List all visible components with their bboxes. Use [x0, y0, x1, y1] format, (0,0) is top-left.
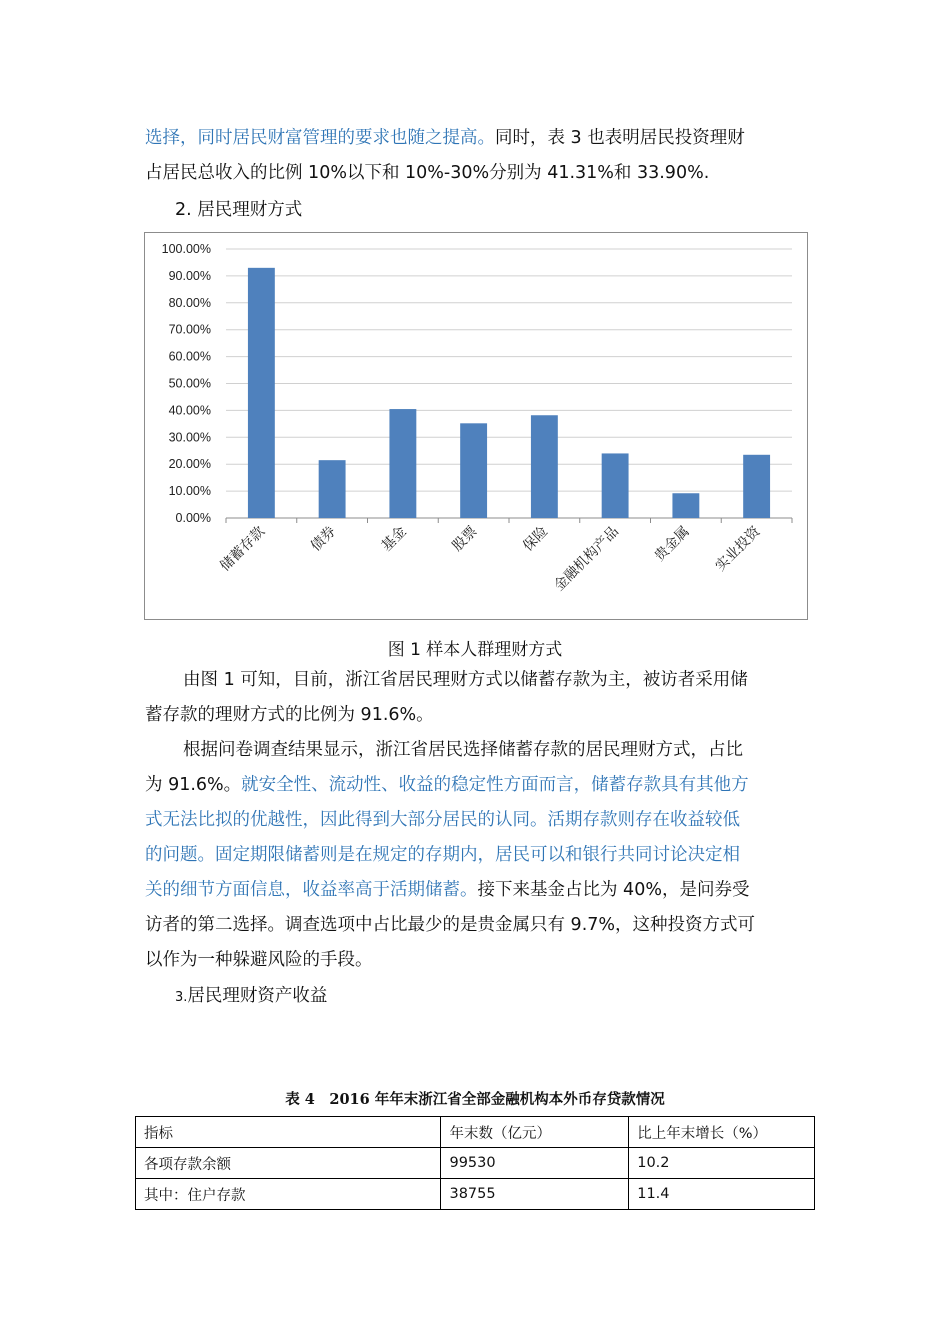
- x-category-label: 储蓄存款: [217, 523, 269, 575]
- y-tick-label: 0.00%: [175, 511, 211, 525]
- bar: [672, 493, 699, 518]
- section-2-heading: 2. 居民理财方式: [175, 200, 303, 220]
- paragraph-3-line-2: [145, 773, 749, 797]
- body-text: 接下来基金占比为 40%，是问券受: [477, 880, 750, 900]
- section-3-title: 居民理财资产收益: [187, 986, 328, 1006]
- y-tick-label: 100.00%: [161, 242, 211, 256]
- bar: [743, 455, 770, 518]
- paragraph-3-line-4: 的问题。固定期限储蓄则是在规定的存期内，居民可以和银行共同讨论决定相: [145, 845, 740, 865]
- table-cell: 11.4: [629, 1179, 815, 1210]
- highlighted-text: 就安全性、流动性、收益的稳定性方面而言，储蓄存款具有其他方: [241, 775, 749, 795]
- paragraph-1-line-2: 占居民总收入的比例 10%以下和 10%-30%分别为 41.31%和 33.90%.: [145, 163, 710, 183]
- x-category-label: 贵金属: [651, 523, 693, 565]
- table-row: [136, 1148, 815, 1179]
- table-header-row: [136, 1117, 815, 1148]
- section-3-number: 3.: [175, 990, 188, 1005]
- paragraph-3-line-5: [145, 878, 749, 902]
- x-category-label: 股票: [449, 523, 481, 555]
- y-tick-label: 30.00%: [168, 430, 211, 445]
- bar: [389, 409, 416, 518]
- paragraph-2-line-1: 由图 1 可知，目前，浙江省居民理财方式以储蓄存款为主，被访者采用储: [183, 670, 748, 690]
- highlighted-text: 关的细节方面信息，收益率高于活期储蓄。: [145, 880, 478, 900]
- y-tick-label: 40.00%: [168, 403, 211, 418]
- table-row: [136, 1179, 815, 1210]
- table-header-cell: 年末数（亿元）: [441, 1117, 629, 1148]
- paragraph-3-line-7: 以作为一种躲避风险的手段。: [145, 950, 373, 970]
- table-cell: 99530: [441, 1148, 629, 1179]
- x-category-label: 基金: [378, 523, 410, 555]
- y-tick-label: 10.00%: [168, 484, 211, 499]
- x-category-label: 债券: [307, 523, 339, 555]
- bar: [248, 268, 275, 518]
- paragraph-3-line-1: 根据问卷调查结果显示，浙江省居民选择储蓄存款的居民理财方式，占比: [183, 740, 743, 760]
- bar: [531, 415, 558, 518]
- body-text: 为 91.6%。: [145, 775, 242, 795]
- table-header-cell: 比上年末增长（%）: [629, 1117, 815, 1148]
- data-table: [135, 1116, 815, 1210]
- bar: [319, 460, 346, 518]
- y-tick-label: 80.00%: [168, 295, 211, 310]
- y-tick-label: 20.00%: [168, 457, 211, 472]
- bar: [602, 453, 629, 518]
- x-category-label: 保险: [520, 523, 552, 555]
- paragraph-3-line-3: 式无法比拟的优越性，因此得到大部分居民的认同。活期存款则存在收益较低: [145, 810, 740, 830]
- bar: [460, 423, 487, 518]
- y-tick-label: 70.00%: [168, 322, 211, 337]
- y-tick-label: 90.00%: [168, 268, 211, 283]
- figure-caption: 图 1 样本人群理财方式: [387, 640, 563, 660]
- body-text: 同时，表 3 也表明居民投资理财: [495, 128, 745, 148]
- paragraph-2-line-2: 蓄存款的理财方式的比例为 91.6%。: [145, 705, 434, 725]
- section-3-heading: [175, 984, 327, 1010]
- table-header-cell: 指标: [136, 1117, 441, 1148]
- paragraph-3-line-6: 访者的第二选择。调查选项中占比最少的是贵金属只有 9.7%，这种投资方式可: [145, 915, 756, 935]
- bar-chart: [144, 232, 808, 620]
- x-category-label: 金融机构产品: [551, 523, 622, 595]
- table-title: 表 4 2016 年年末浙江省全部金融机构本外币存贷款情况: [285, 1091, 665, 1108]
- y-tick-label: 50.00%: [168, 376, 211, 391]
- highlighted-text: 选择，同时居民财富管理的要求也随之提高。: [145, 128, 495, 148]
- table-cell: 10.2: [629, 1148, 815, 1179]
- y-tick-label: 60.00%: [168, 349, 211, 364]
- paragraph-1-line-1: [145, 126, 745, 150]
- bar-chart-svg: [145, 233, 809, 621]
- table-cell: 38755: [441, 1179, 629, 1210]
- table-cell: 各项存款余额: [136, 1148, 441, 1179]
- table-cell: 其中：住户存款: [136, 1179, 441, 1210]
- x-category-label: 实业投资: [712, 523, 764, 575]
